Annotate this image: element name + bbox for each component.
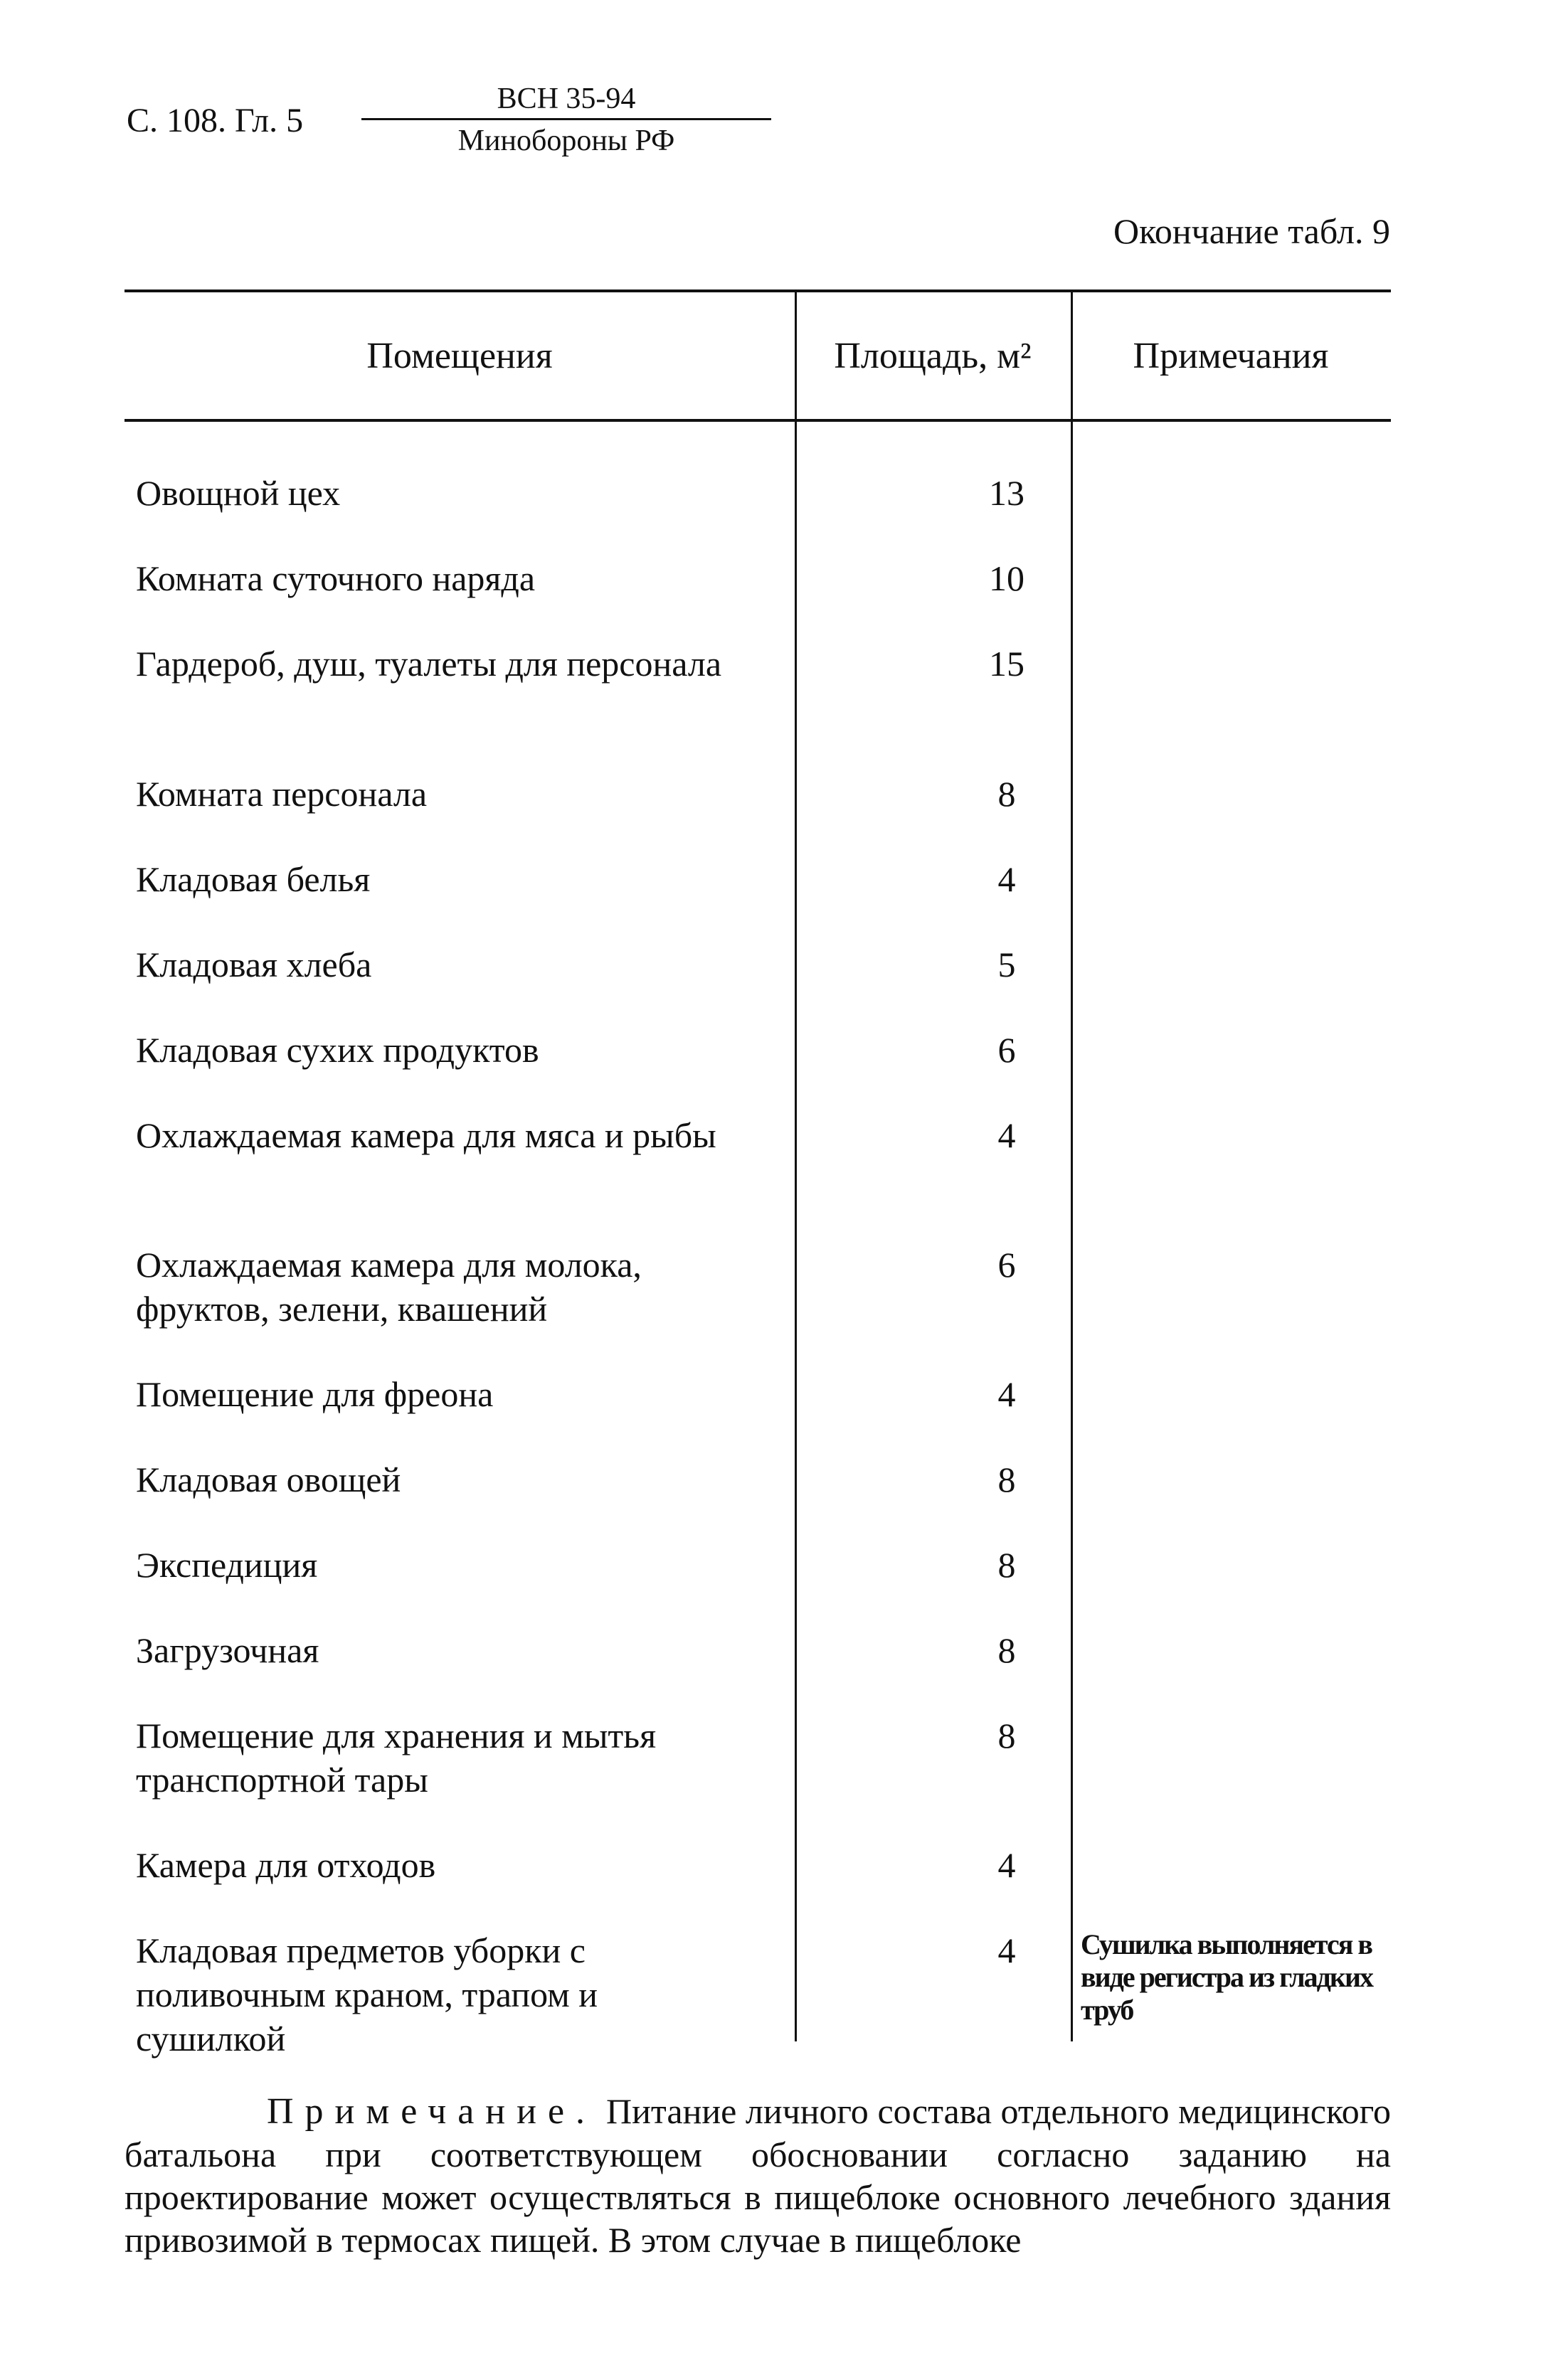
room-name-cell: Экспедиция xyxy=(136,1545,318,1585)
column-divider-2 xyxy=(1071,289,1073,2041)
area-cell: 6 xyxy=(997,1030,1016,1070)
area-cell: 8 xyxy=(997,1545,1016,1585)
area-cell: 4 xyxy=(997,1374,1016,1414)
document-code: ВСН 35-94 xyxy=(361,84,771,120)
room-name-cell: Кладовая предметов уборки с поливочным краном, трапом и сушилкой xyxy=(136,1930,598,2058)
header-notes: Примечания xyxy=(1133,336,1329,376)
room-name-cell: Охлаждаемая камера для молока, фруктов, зелени, квашений xyxy=(136,1245,642,1329)
room-name-cell: Охлаждаемая камера для мяса и рыбы xyxy=(136,1115,716,1155)
area-cell: 13 xyxy=(989,473,1024,513)
area-cell: 5 xyxy=(997,945,1016,984)
area-cell: 6 xyxy=(997,1245,1016,1285)
area-cell: 10 xyxy=(989,558,1024,598)
area-cell: 4 xyxy=(997,1115,1016,1155)
column-divider-1 xyxy=(795,289,797,2041)
room-name-cell: Помещение для хранения и мытья транспортной тары xyxy=(136,1716,657,1800)
room-name-cell: Камера для отходов xyxy=(136,1845,436,1885)
table-top-rule xyxy=(125,289,1391,292)
area-cell: 4 xyxy=(997,859,1016,899)
area-cell: 15 xyxy=(989,644,1024,684)
room-name-cell: Кладовая сухих продуктов xyxy=(136,1030,539,1070)
table-header-rule xyxy=(125,419,1391,422)
room-name-cell: Комната персонала xyxy=(136,774,428,814)
room-name-cell: Помещение для фреона xyxy=(136,1374,494,1414)
area-cell: 8 xyxy=(997,1630,1016,1670)
table-continuation-label: Окончание табл. 9 xyxy=(1113,211,1390,251)
area-cell: 8 xyxy=(997,774,1016,814)
header-rooms: Помещения xyxy=(366,336,553,376)
room-name-cell: Овощной цех xyxy=(136,473,341,513)
footnote-lead: Примечание. xyxy=(267,2091,597,2132)
header-area: Площадь, м² xyxy=(834,336,1032,376)
area-cell: 8 xyxy=(997,1716,1016,1755)
room-name-cell: Комната суточного наряда xyxy=(136,558,536,598)
page-reference: С. 108. Гл. 5 xyxy=(127,102,304,139)
room-name-cell: Кладовая белья xyxy=(136,859,371,899)
ministry-name: Минобороны РФ xyxy=(457,124,675,157)
area-cell: 8 xyxy=(997,1460,1016,1499)
area-cell: 4 xyxy=(997,1930,1016,1970)
document-code-fraction xyxy=(361,84,771,156)
room-name-cell: Загрузочная xyxy=(136,1630,319,1670)
room-name-cell: Гардероб, душ, туалеты для персонала xyxy=(136,644,722,684)
note-cell: Сушилка выполняется в виде регистра из гладких труб xyxy=(1081,1928,1373,2026)
footnote-paragraph xyxy=(125,2090,1391,2261)
room-name-cell: Кладовая овощей xyxy=(136,1460,401,1499)
footnote-text: Питание личного состава отдельного медицинского батальона при соответствующем обосновании согласно заданию на проектирование может осуществляться в пищеблоке основного лечебного здания привозимой в термосах пищей. В этом случае в пищеблоке xyxy=(125,2091,1391,2260)
area-cell: 4 xyxy=(997,1845,1016,1885)
room-name-cell: Кладовая хлеба xyxy=(136,945,372,984)
